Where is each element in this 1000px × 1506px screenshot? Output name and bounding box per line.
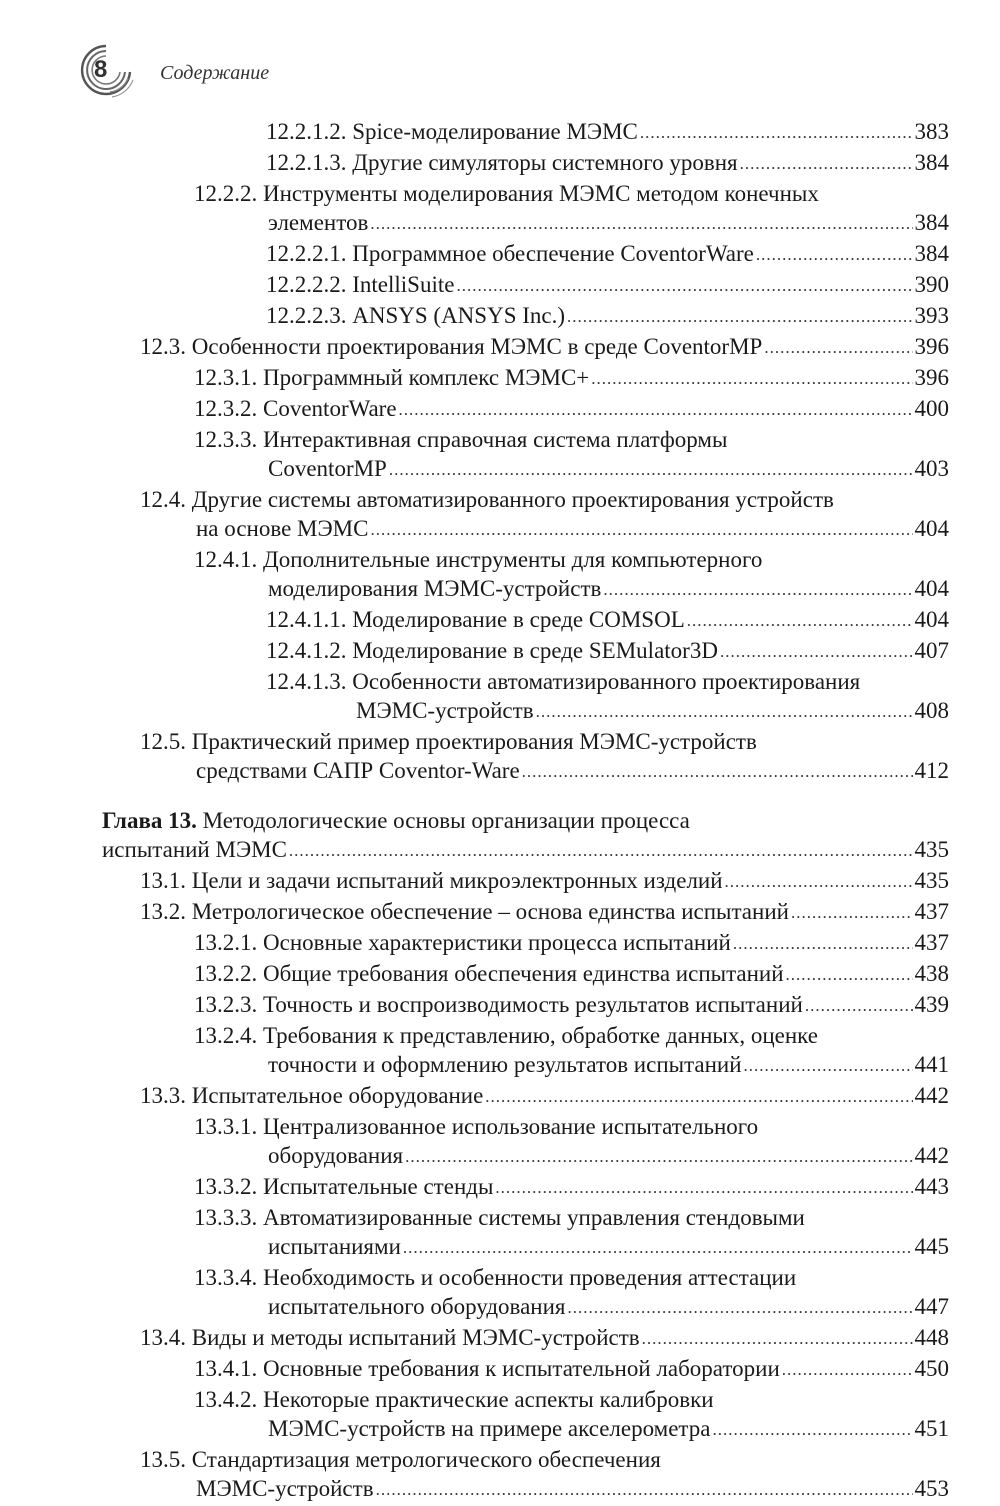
dot-leader [733, 929, 913, 958]
toc-entry[interactable] [0, 1445, 1000, 1505]
dot-leader [740, 149, 913, 178]
dot-leader [687, 606, 913, 635]
toc-page-number: 439 [914, 992, 949, 1017]
toc-entry[interactable] [0, 1112, 1000, 1172]
toc-entry-title: Стандартизация метрологического обеспечения [191, 1447, 661, 1472]
toc-page-number: 384 [914, 210, 949, 235]
dot-leader [712, 1415, 912, 1444]
toc-entry[interactable] [0, 148, 1000, 179]
toc-entry-title: Spice-моделирование МЭМС [352, 119, 638, 144]
toc-entry-title: Основные требования к испытательной лаборатории [263, 1356, 780, 1381]
toc-entry[interactable] [0, 117, 1000, 148]
toc-entry-number: 12.2.2. [194, 181, 263, 206]
toc-entry-title: Другие системы автоматизированного проектирования устройств [191, 487, 834, 512]
toc-entry-number: 13.2.4. [194, 1023, 263, 1048]
dot-leader [403, 1233, 913, 1262]
toc-entry-title: Испытательные стенды [263, 1174, 494, 1199]
toc-entry-number: 12.4.1. [194, 547, 263, 572]
toc-entry-number: 12.4. [140, 487, 192, 512]
dot-leader [536, 697, 913, 726]
toc-entry-title: Моделирование в среде SEMulator3D [352, 638, 718, 663]
toc-entry-number: 12.4.1.2. [266, 638, 353, 663]
toc-entry-number: 13.2.2. [194, 961, 263, 986]
toc-entry[interactable] [0, 363, 1000, 394]
toc-page-number: 403 [914, 456, 949, 481]
dot-leader [720, 637, 913, 666]
toc-entry[interactable] [0, 1081, 1000, 1112]
toc-entry-number: 12.3. [140, 334, 192, 359]
toc-entry-title: МЭМС-устройств [196, 1476, 374, 1501]
toc-page-number: 450 [914, 1356, 949, 1381]
toc-entry-title: Цели и задачи испытаний микроэлектронных изделий [191, 868, 723, 893]
dot-leader [456, 271, 912, 300]
toc-entry-title: испытательного оборудования [268, 1294, 566, 1319]
table-of-contents [0, 117, 1000, 1505]
dot-leader [370, 515, 912, 544]
toc-entry[interactable] [0, 332, 1000, 363]
toc-entry-number: 12.2.2.1. [266, 241, 353, 266]
toc-page-number: 400 [914, 396, 949, 421]
toc-entry-title: IntelliSuite [352, 272, 455, 297]
toc-page-number: 451 [914, 1416, 949, 1441]
toc-entry-number: 12.2.2.3. [266, 303, 353, 328]
dot-leader [764, 333, 912, 362]
toc-entry[interactable] [0, 667, 1000, 727]
dot-leader [485, 1082, 912, 1111]
dot-leader [399, 395, 913, 424]
toc-entry-number: 12.2.1.3. [266, 150, 353, 175]
toc-entry-title: Инструменты моделирования МЭМС методом конечных [263, 181, 819, 206]
toc-entry-number: 13.3.4. [194, 1265, 263, 1290]
dot-leader [522, 757, 913, 786]
toc-entry-number: 12.3.2. [194, 396, 263, 421]
toc-entry[interactable] [0, 636, 1000, 667]
toc-entry-number: 13.3.1. [194, 1114, 263, 1139]
toc-entry[interactable] [0, 1172, 1000, 1203]
toc-page-number: 396 [914, 334, 949, 359]
toc-entry-title: Централизованное использование испытательного [263, 1114, 759, 1139]
toc-entry-title: Практический пример проектирования МЭМС-устройств [191, 729, 757, 754]
toc-page-number: 404 [914, 607, 949, 632]
toc-page-number: 404 [914, 516, 949, 541]
toc-page-number: 441 [914, 1052, 949, 1077]
dot-leader [495, 1173, 912, 1202]
toc-page-number: 442 [914, 1143, 949, 1168]
toc-entry-number: 13.4.1. [194, 1356, 263, 1381]
toc-entry[interactable] [0, 1354, 1000, 1385]
toc-entry-title: Программный комплекс МЭМС+ [263, 365, 590, 390]
toc-entry-title: средствами САПР Coventor-Ware [196, 758, 520, 783]
toc-entry-title: испытаниями [268, 1234, 401, 1259]
toc-page-number: 384 [914, 241, 949, 266]
toc-entry-title: Метрологическое обеспечение – основа единства испытаний [191, 899, 789, 924]
toc-entry-number: 13.4. [140, 1325, 192, 1350]
toc-page-number: 390 [914, 272, 949, 297]
toc-page-number: 438 [914, 961, 949, 986]
dot-leader [567, 1293, 912, 1322]
toc-entry-title: МЭМС-устройств [356, 698, 534, 723]
toc-entry-title: Дополнительные инструменты для компьютерного [263, 547, 763, 572]
toc-entry-title: Интерактивная справочная система платформы [263, 427, 728, 452]
toc-entry[interactable] [0, 394, 1000, 425]
toc-page-number: 404 [914, 576, 949, 601]
dot-leader [744, 1051, 913, 1080]
dot-leader [591, 364, 912, 393]
toc-entry-number: Глава 13. [102, 808, 203, 833]
toc-entry-title: точности и оформлению результатов испытаний [268, 1052, 742, 1077]
toc-page-number: 447 [914, 1294, 949, 1319]
toc-entry-title: Требования к представлению, обработке данных, оценке [263, 1023, 818, 1048]
toc-entry[interactable] [0, 270, 1000, 301]
toc-entry[interactable] [0, 897, 1000, 928]
toc-entry-title: Общие требования обеспечения единства испытаний [263, 961, 784, 986]
dot-leader [782, 1355, 913, 1384]
running-title: Содержание [160, 62, 270, 84]
toc-entry-number: 12.2.1.2. [266, 119, 353, 144]
toc-entry-title: Основные характеристики процесса испытаний [263, 930, 731, 955]
toc-entry-title: Особенности проектирования МЭМС в среде CoventorMP [191, 334, 763, 359]
toc-entry[interactable] [0, 485, 1000, 545]
toc-page-number: 435 [914, 868, 949, 893]
toc-entry-title: Точность и воспроизводимость результатов испытаний [263, 992, 803, 1017]
dot-leader [756, 240, 913, 269]
toc-entry[interactable] [0, 179, 1000, 239]
toc-entry-title: ANSYS (ANSYS Inc.) [352, 303, 566, 328]
toc-entry-title: Программное обеспечение CoventorWare [352, 241, 754, 266]
dot-leader [567, 302, 912, 331]
toc-entry[interactable] [0, 1385, 1000, 1445]
toc-entry-number: 12.5. [140, 729, 192, 754]
toc-entry-title: элементов [268, 210, 369, 235]
dot-leader [725, 867, 913, 896]
toc-entry[interactable] [0, 959, 1000, 990]
toc-entry-number: 13.2.1. [194, 930, 263, 955]
page-number: 8 [94, 56, 108, 83]
toc-page-number: 443 [914, 1174, 949, 1199]
toc-entry-number: 13.1. [140, 868, 192, 893]
toc-entry-number: 13.5. [140, 1447, 192, 1472]
dot-leader [603, 575, 912, 604]
toc-entry-title: Моделирование в среде COMSOL [352, 607, 685, 632]
toc-page-number: 437 [914, 899, 949, 924]
toc-entry-title: Испытательное оборудование [191, 1083, 484, 1108]
toc-entry[interactable] [0, 806, 1000, 866]
toc-entry-title: испытаний МЭМС [102, 837, 287, 862]
toc-page-number: 412 [914, 758, 949, 783]
toc-page-number: 408 [914, 698, 949, 723]
page-header [0, 0, 1000, 110]
toc-entry-number: 13.3.3. [194, 1205, 263, 1230]
toc-entry-title: на основе МЭМС [196, 516, 369, 541]
toc-page-number: 407 [914, 638, 949, 663]
toc-entry-title: МЭМС-устройств на примере акселерометра [268, 1416, 711, 1441]
toc-page-number: 437 [914, 930, 949, 955]
toc-entry[interactable] [0, 928, 1000, 959]
toc-page-number: 453 [914, 1476, 949, 1501]
toc-entry-title: Методологические основы организации процесса [202, 808, 690, 833]
toc-entry-number: 12.3.1. [194, 365, 263, 390]
toc-entry-title: Необходимость и особенности проведения аттестации [263, 1265, 797, 1290]
toc-entry[interactable] [0, 239, 1000, 270]
toc-entry-title: Некоторые практические аспекты калибровки [263, 1387, 714, 1412]
toc-entry[interactable] [0, 1203, 1000, 1263]
toc-page-number: 435 [914, 837, 949, 862]
toc-page-number: 383 [914, 119, 949, 144]
dot-leader [289, 836, 913, 865]
dot-leader [640, 118, 913, 147]
toc-page-number: 448 [914, 1325, 949, 1350]
dot-leader [786, 960, 913, 989]
dot-leader [805, 991, 913, 1020]
toc-entry-number: 13.4.2. [194, 1387, 263, 1412]
toc-entry-title: Другие симуляторы системного уровня [352, 150, 738, 175]
toc-entry[interactable] [0, 425, 1000, 485]
toc-entry-title: моделирования МЭМС-устройств [268, 576, 602, 601]
toc-entry[interactable] [0, 866, 1000, 897]
toc-page-number: 396 [914, 365, 949, 390]
toc-entry-title: Автоматизированные системы управления стендовыми [263, 1205, 805, 1230]
toc-entry-number: 12.4.1.1. [266, 607, 353, 632]
toc-entry[interactable] [0, 1323, 1000, 1354]
toc-page-number: 393 [914, 303, 949, 328]
toc-entry-number: 13.3. [140, 1083, 192, 1108]
toc-page-number: 442 [914, 1083, 949, 1108]
toc-entry-title: Особенности автоматизированного проектирования [352, 669, 861, 694]
toc-entry-number: 13.2.3. [194, 992, 263, 1017]
toc-entry[interactable] [0, 1021, 1000, 1081]
toc-page-number: 445 [914, 1234, 949, 1259]
toc-entry-title: Виды и методы испытаний МЭМС-устройств [191, 1325, 640, 1350]
toc-entry-number: 13.3.2. [194, 1174, 263, 1199]
toc-entry-number: 12.2.2.2. [266, 272, 353, 297]
toc-entry-number: 12.4.1.3. [266, 669, 353, 694]
toc-entry[interactable] [0, 1263, 1000, 1323]
toc-entry-number: 12.3.3. [194, 427, 263, 452]
dot-leader [389, 455, 913, 484]
dot-leader [405, 1142, 912, 1171]
toc-entry[interactable] [0, 605, 1000, 636]
toc-entry-number: 13.2. [140, 899, 192, 924]
dot-leader [376, 1475, 913, 1504]
toc-entry[interactable] [0, 990, 1000, 1021]
toc-entry-title: оборудования [268, 1143, 404, 1168]
toc-entry-title: CoventorWare [263, 396, 397, 421]
toc-entry[interactable] [0, 545, 1000, 605]
toc-page-number: 384 [914, 150, 949, 175]
toc-entry[interactable] [0, 727, 1000, 787]
toc-entry-title: CoventorMP [268, 456, 387, 481]
dot-leader [642, 1324, 913, 1353]
dot-leader [370, 209, 912, 238]
toc-entry[interactable] [0, 301, 1000, 332]
dot-leader [791, 898, 913, 927]
